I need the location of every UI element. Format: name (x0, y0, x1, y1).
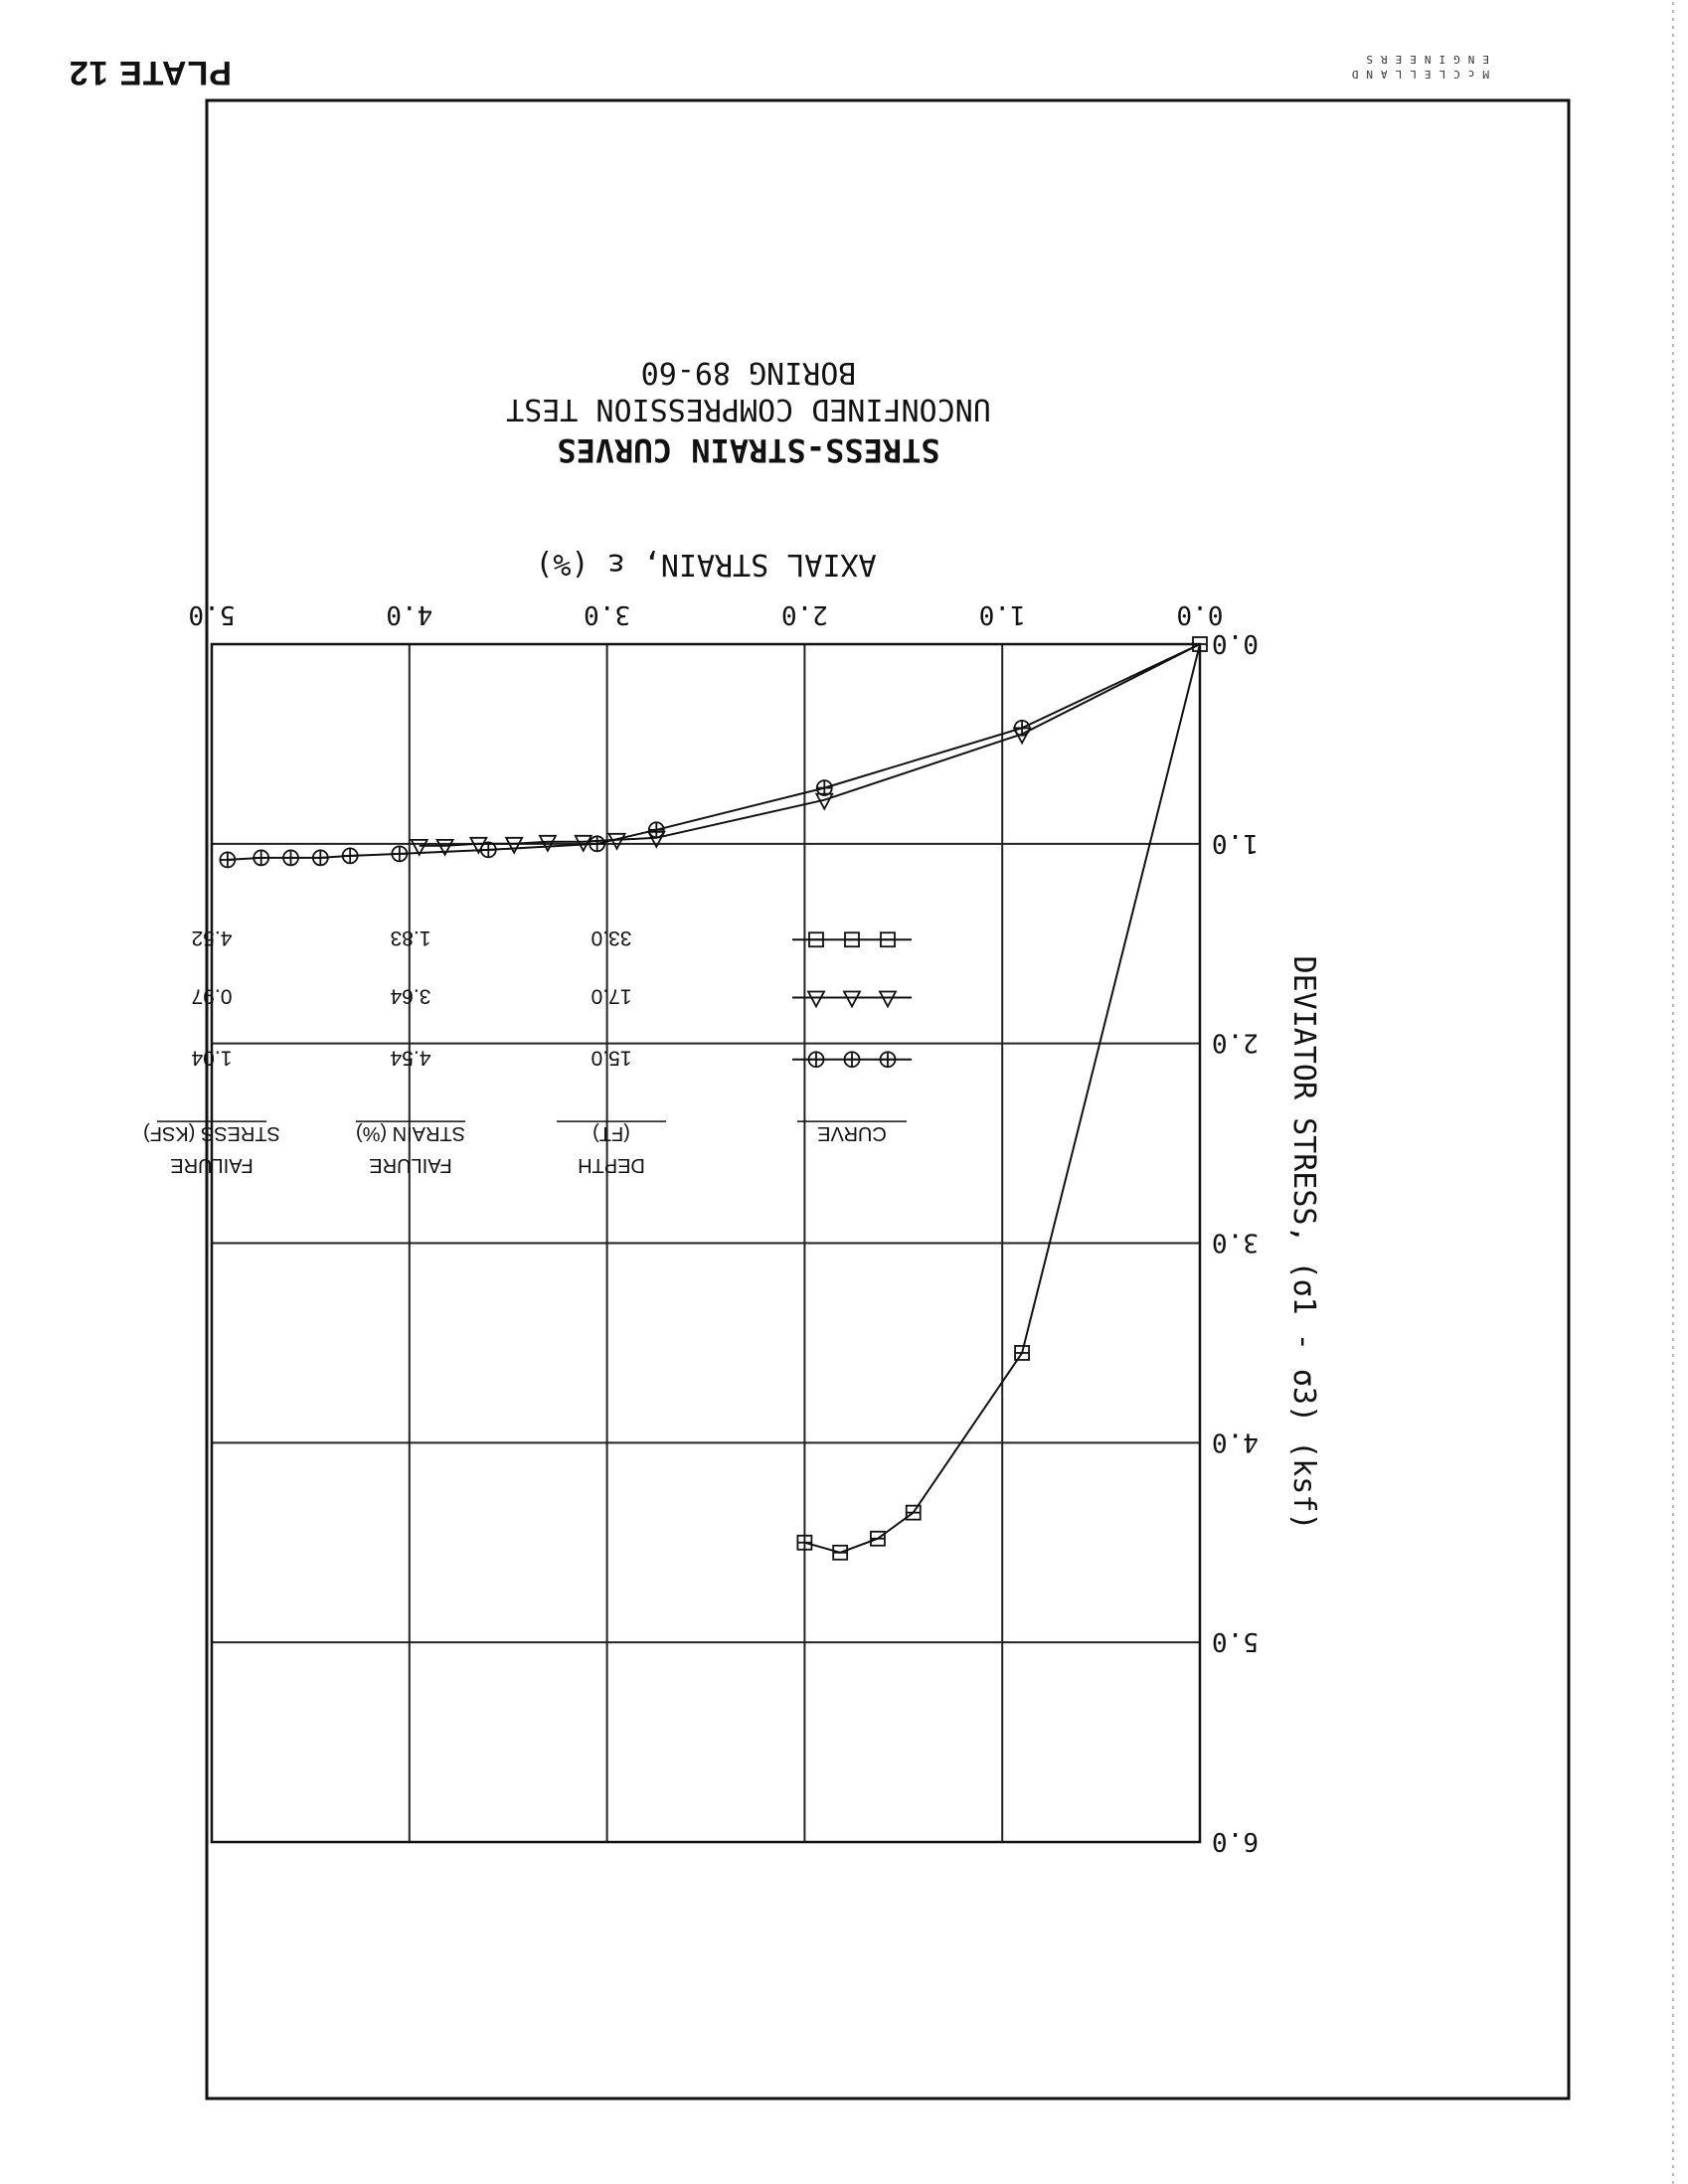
y-tick-label: 1.0 (1212, 827, 1259, 858)
series-line (420, 644, 1200, 846)
legend-stress: 0.97 (191, 984, 233, 1008)
x-tick-label: 2.0 (780, 599, 828, 629)
data-point (343, 848, 358, 863)
legend-header: STRAIN (%) (356, 1122, 465, 1145)
data-point (253, 850, 268, 865)
firm-name-line: McCLELLAND (1343, 68, 1489, 81)
legend-swatch-marker (809, 1052, 824, 1067)
legend-header: (FT) (592, 1122, 630, 1145)
series-line (228, 644, 1200, 860)
y-tick-label: 0.0 (1212, 628, 1259, 658)
legend-swatch-marker (881, 932, 895, 946)
firm-name-line: ENGINEERS (1358, 53, 1489, 66)
y-tick-label: 6.0 (1212, 1826, 1259, 1856)
data-point (313, 850, 328, 865)
data-point (392, 846, 407, 861)
legend-swatch-marker (844, 991, 860, 1006)
plate-label: PLATE 12 (68, 54, 232, 91)
triangle-marker-shape (506, 838, 522, 853)
legend-swatch-marker (845, 932, 859, 946)
triangle-marker-shape (880, 991, 896, 1006)
data-point (907, 1506, 921, 1520)
x-tick-label: 5.0 (188, 599, 236, 629)
legend-strain: 4.54 (390, 1046, 431, 1070)
x-tick-label: 3.0 (584, 599, 631, 629)
y-tick-label: 5.0 (1212, 1626, 1259, 1657)
x-tick-label: 1.0 (978, 599, 1026, 629)
legend-depth: 15.0 (591, 1046, 632, 1070)
legend-depth: 33.0 (591, 926, 632, 950)
chart-subtitle: BORING 89-60 (640, 355, 857, 390)
legend-header: FAILURE (170, 1154, 253, 1177)
y-tick-label: 4.0 (1212, 1427, 1259, 1457)
chart-title: STRESS-STRAIN CURVES (557, 431, 940, 469)
legend-swatch-marker (809, 932, 823, 946)
x-tick-label: 4.0 (386, 599, 433, 629)
legend-stress: 4.52 (191, 926, 233, 950)
data-point (871, 1532, 885, 1546)
legend-header: STRESS (KSF) (143, 1122, 280, 1145)
data-point (506, 838, 522, 853)
triangle-marker-shape (808, 991, 824, 1006)
legend-header: DEPTH (578, 1154, 645, 1177)
legend-swatch-marker (808, 991, 824, 1006)
legend-header: CURVE (817, 1122, 887, 1145)
x-axis-label: AXIAL STRAIN, ε (%) (535, 547, 877, 582)
data-point (283, 850, 298, 865)
legend-header: FAILURE (369, 1154, 452, 1177)
data-point (590, 836, 604, 851)
legend-swatch-marker (880, 991, 896, 1006)
legend-swatch-marker (881, 1052, 896, 1067)
y-axis-label: DEVIATOR STRESS, (σ1 - σ3) (ksf) (1286, 955, 1321, 1531)
chart-subtitle: UNCONFINED COMPRESSION TEST (506, 392, 991, 426)
data-point (833, 1546, 847, 1560)
legend-stress: 1.04 (191, 1046, 233, 1070)
data-point (1015, 1346, 1029, 1360)
y-tick-label: 2.0 (1212, 1027, 1259, 1058)
triangle-marker-shape (844, 991, 860, 1006)
data-point (220, 852, 235, 867)
data-point (649, 822, 664, 837)
legend-swatch-marker (845, 1052, 860, 1067)
legend-strain: 3.64 (390, 984, 431, 1008)
legend-depth: 17.0 (591, 984, 632, 1008)
legend-strain: 1.83 (390, 926, 431, 950)
y-tick-label: 3.0 (1212, 1227, 1259, 1258)
x-tick-label: 0.0 (1176, 599, 1224, 629)
